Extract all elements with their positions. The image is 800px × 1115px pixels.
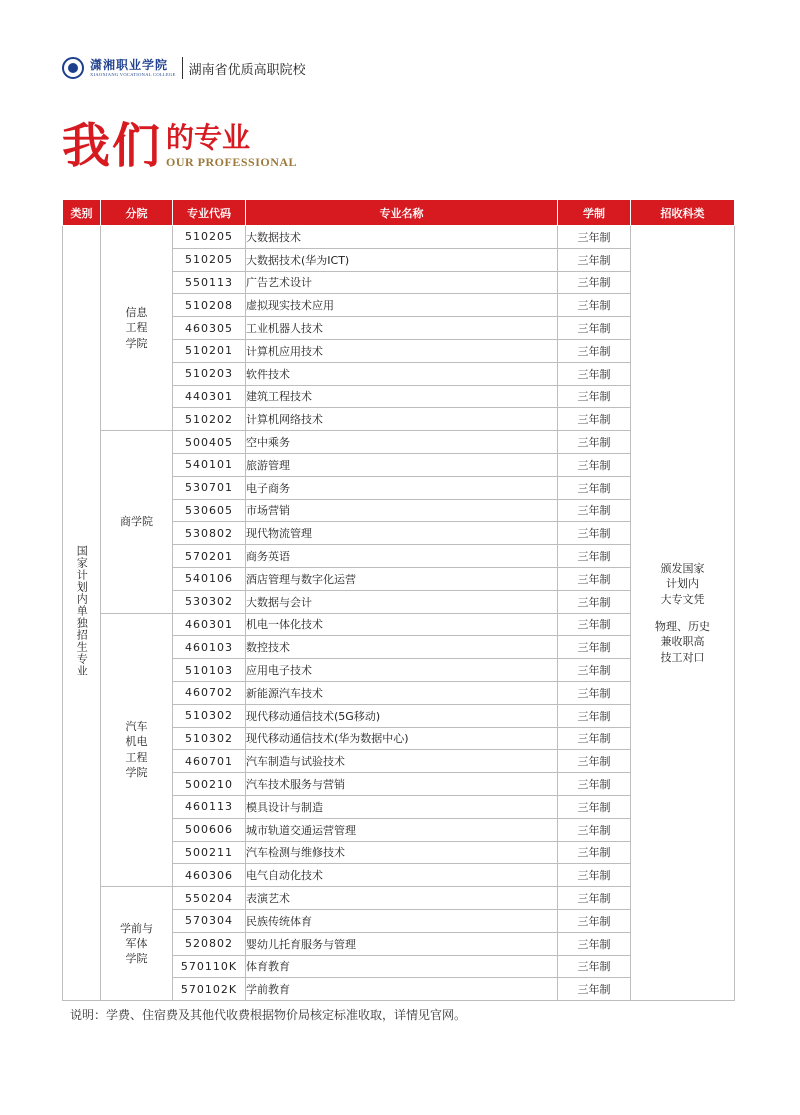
major-name: 体育教育 bbox=[246, 955, 558, 978]
major-code: 510202 bbox=[173, 408, 246, 431]
major-name: 婴幼儿托育服务与管理 bbox=[246, 932, 558, 955]
major-name: 应用电子技术 bbox=[246, 659, 558, 682]
hero-title-side bbox=[166, 121, 298, 170]
major-duration: 三年制 bbox=[558, 613, 631, 636]
major-name: 现代移动通信技术(5G移动) bbox=[246, 704, 558, 727]
header-admission: 招收科类 bbox=[631, 200, 735, 226]
major-duration: 三年制 bbox=[558, 841, 631, 864]
major-duration: 三年制 bbox=[558, 659, 631, 682]
major-name: 机电一体化技术 bbox=[246, 613, 558, 636]
major-duration: 三年制 bbox=[558, 590, 631, 613]
major-code: 500405 bbox=[173, 431, 246, 454]
major-code: 510302 bbox=[173, 727, 246, 750]
major-duration: 三年制 bbox=[558, 453, 631, 476]
department-name-line: 学院 bbox=[125, 336, 148, 350]
major-duration: 三年制 bbox=[558, 499, 631, 522]
major-duration: 三年制 bbox=[558, 271, 631, 294]
major-name: 市场营销 bbox=[246, 499, 558, 522]
major-duration: 三年制 bbox=[558, 476, 631, 499]
department-name-line: 机电 bbox=[125, 735, 148, 749]
major-duration: 三年制 bbox=[558, 909, 631, 932]
category-cell bbox=[63, 226, 101, 1001]
category-label: 国家计划内单独招生专业 bbox=[75, 544, 89, 677]
footnote: 说明：学费、住宿费及其他代收费根据物价局核定标准收取，详情见官网。 bbox=[70, 1008, 467, 1022]
table-header-row bbox=[63, 200, 735, 226]
major-code: 500606 bbox=[173, 818, 246, 841]
majors-table bbox=[62, 199, 735, 1001]
department-cell bbox=[101, 613, 173, 887]
major-duration: 三年制 bbox=[558, 362, 631, 385]
school-name-en: XIAOXIANG VOCATIONAL COLLEGE bbox=[90, 71, 176, 77]
major-duration: 三年制 bbox=[558, 795, 631, 818]
major-code: 570304 bbox=[173, 909, 246, 932]
major-name: 计算机网络技术 bbox=[246, 408, 558, 431]
department-name-line: 学前与 bbox=[120, 921, 153, 935]
admission-line: 大专文凭 bbox=[660, 592, 705, 606]
major-code: 460301 bbox=[173, 613, 246, 636]
major-code: 570110K bbox=[173, 955, 246, 978]
admission-line: 兼收职高 bbox=[660, 635, 705, 649]
department-name-line: 学院 bbox=[125, 766, 148, 780]
major-code: 510208 bbox=[173, 294, 246, 317]
major-name: 模具设计与制造 bbox=[246, 795, 558, 818]
major-code: 530701 bbox=[173, 476, 246, 499]
major-code: 510302 bbox=[173, 704, 246, 727]
major-code: 460305 bbox=[173, 317, 246, 340]
school-name-block bbox=[90, 59, 176, 78]
admission-line: 技工对口 bbox=[660, 650, 705, 664]
major-code: 460701 bbox=[173, 750, 246, 773]
major-code: 500211 bbox=[173, 841, 246, 864]
major-code: 510201 bbox=[173, 339, 246, 362]
major-code: 510103 bbox=[173, 659, 246, 682]
major-duration: 三年制 bbox=[558, 932, 631, 955]
major-duration: 三年制 bbox=[558, 317, 631, 340]
major-name: 电气自动化技术 bbox=[246, 864, 558, 887]
major-code: 510203 bbox=[173, 362, 246, 385]
major-name: 汽车制造与试验技术 bbox=[246, 750, 558, 773]
major-duration: 三年制 bbox=[558, 431, 631, 454]
major-code: 570201 bbox=[173, 545, 246, 568]
department-name-line: 汽车 bbox=[125, 720, 148, 734]
major-name: 大数据技术(华为ICT) bbox=[246, 248, 558, 271]
major-code: 520802 bbox=[173, 932, 246, 955]
major-duration: 三年制 bbox=[558, 545, 631, 568]
major-duration: 三年制 bbox=[558, 681, 631, 704]
department-name-line: 信息 bbox=[125, 306, 148, 319]
major-duration: 三年制 bbox=[558, 385, 631, 408]
header-category: 类别 bbox=[63, 200, 101, 226]
major-name: 数控技术 bbox=[246, 636, 558, 659]
major-duration: 三年制 bbox=[558, 248, 631, 271]
major-duration: 三年制 bbox=[558, 727, 631, 750]
major-name: 表演艺术 bbox=[246, 887, 558, 910]
major-code: 540106 bbox=[173, 567, 246, 590]
admission-line: 颁发国家 bbox=[660, 561, 705, 575]
major-name: 计算机应用技术 bbox=[246, 339, 558, 362]
major-code: 550113 bbox=[173, 271, 246, 294]
major-name: 新能源汽车技术 bbox=[246, 681, 558, 704]
major-duration: 三年制 bbox=[558, 864, 631, 887]
header-duration: 学制 bbox=[558, 200, 631, 226]
major-name: 工业机器人技术 bbox=[246, 317, 558, 340]
major-name: 现代物流管理 bbox=[246, 522, 558, 545]
major-code: 550204 bbox=[173, 887, 246, 910]
major-duration: 三年制 bbox=[558, 339, 631, 362]
hero-title-en: OUR PROFESSIONAL bbox=[166, 155, 298, 169]
major-name: 电子商务 bbox=[246, 476, 558, 499]
major-code: 500210 bbox=[173, 773, 246, 796]
major-name: 学前教育 bbox=[246, 978, 558, 1001]
major-duration: 三年制 bbox=[558, 294, 631, 317]
major-duration: 三年制 bbox=[558, 955, 631, 978]
major-code: 530605 bbox=[173, 499, 246, 522]
major-name: 大数据技术 bbox=[246, 226, 558, 249]
major-code: 460113 bbox=[173, 795, 246, 818]
major-name: 商务英语 bbox=[246, 545, 558, 568]
major-name: 软件技术 bbox=[246, 362, 558, 385]
school-seal-icon bbox=[62, 57, 84, 79]
major-name: 民族传统体育 bbox=[246, 909, 558, 932]
department-cell bbox=[101, 431, 173, 613]
major-name: 空中乘务 bbox=[246, 431, 558, 454]
major-duration: 三年制 bbox=[558, 408, 631, 431]
department-cell bbox=[101, 226, 173, 431]
admission-gap bbox=[631, 607, 734, 619]
header-major-code: 专业代码 bbox=[173, 200, 246, 226]
major-code: 510205 bbox=[173, 248, 246, 271]
major-name: 汽车技术服务与营销 bbox=[246, 773, 558, 796]
major-code: 460103 bbox=[173, 636, 246, 659]
department-name-line: 学院 bbox=[125, 952, 148, 966]
major-duration: 三年制 bbox=[558, 226, 631, 249]
admission-line: 计划内 bbox=[666, 577, 699, 591]
admission-cell bbox=[631, 226, 735, 1001]
major-duration: 三年制 bbox=[558, 567, 631, 590]
header-department: 分院 bbox=[101, 200, 173, 226]
department-name-line: 工程 bbox=[125, 750, 148, 764]
major-duration: 三年制 bbox=[558, 704, 631, 727]
major-code: 460306 bbox=[173, 864, 246, 887]
major-duration: 三年制 bbox=[558, 978, 631, 1001]
department-cell bbox=[101, 887, 173, 1001]
school-name: 潇湘职业学院 bbox=[90, 57, 169, 72]
major-duration: 三年制 bbox=[558, 750, 631, 773]
major-code: 540101 bbox=[173, 453, 246, 476]
table-row bbox=[63, 226, 735, 249]
major-name: 虚拟现实技术应用 bbox=[246, 294, 558, 317]
major-duration: 三年制 bbox=[558, 818, 631, 841]
department-name-line: 商学院 bbox=[120, 515, 153, 529]
page-hero bbox=[62, 110, 298, 174]
major-code: 570102K bbox=[173, 978, 246, 1001]
school-logo bbox=[62, 52, 306, 84]
department-name-line: 工程 bbox=[125, 321, 148, 335]
major-code: 510205 bbox=[173, 226, 246, 249]
major-name: 汽车检测与维修技术 bbox=[246, 841, 558, 864]
major-code: 530302 bbox=[173, 590, 246, 613]
department-name-line: 军体 bbox=[125, 936, 148, 950]
hero-title-sub: 的专业 bbox=[166, 121, 251, 154]
major-name: 大数据与会计 bbox=[246, 590, 558, 613]
major-code: 440301 bbox=[173, 385, 246, 408]
school-tagline: 湖南省优质高职院校 bbox=[188, 62, 306, 78]
major-name: 现代移动通信技术(华为数据中心) bbox=[246, 727, 558, 750]
major-name: 酒店管理与数字化运营 bbox=[246, 567, 558, 590]
header-major-name: 专业名称 bbox=[246, 200, 558, 226]
major-code: 460702 bbox=[173, 681, 246, 704]
major-duration: 三年制 bbox=[558, 887, 631, 910]
major-code: 530802 bbox=[173, 522, 246, 545]
major-name: 建筑工程技术 bbox=[246, 385, 558, 408]
hero-title-main: 我们 bbox=[62, 118, 163, 174]
major-duration: 三年制 bbox=[558, 636, 631, 659]
major-name: 广告艺术设计 bbox=[246, 271, 558, 294]
major-name: 城市轨道交通运营管理 bbox=[246, 818, 558, 841]
major-duration: 三年制 bbox=[558, 522, 631, 545]
major-duration: 三年制 bbox=[558, 773, 631, 796]
admission-line: 物理、历史 bbox=[655, 620, 710, 634]
logo-divider bbox=[182, 57, 183, 79]
major-name: 旅游管理 bbox=[246, 453, 558, 476]
